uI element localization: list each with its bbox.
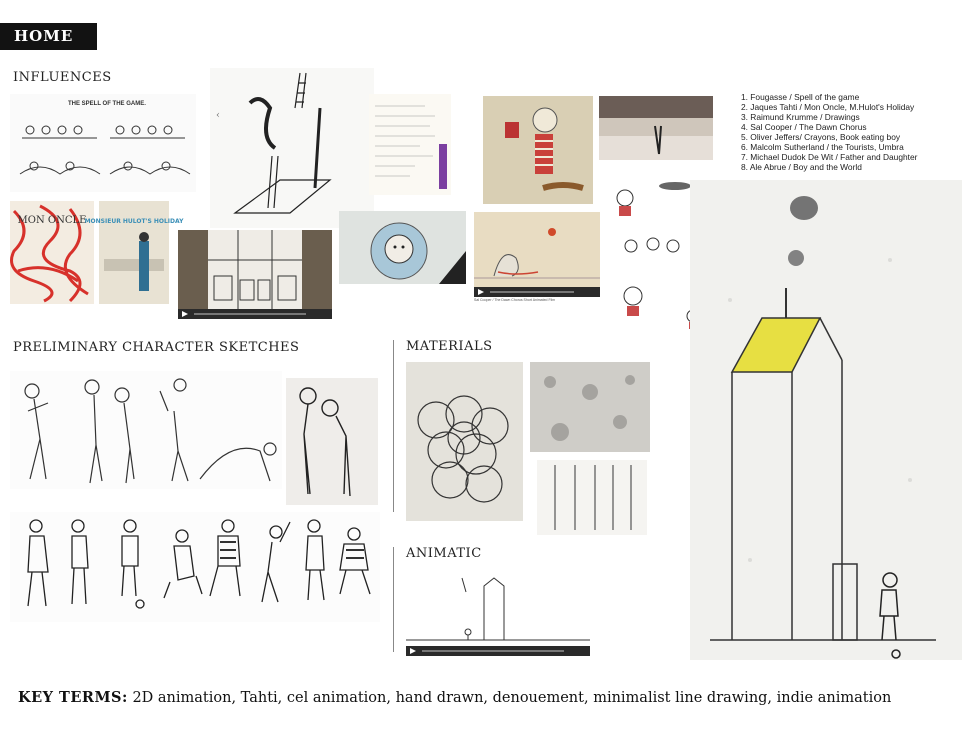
character-sketch-row-2 bbox=[10, 512, 380, 622]
key-terms-text: 2D animation, Tahti, cel animation, hand drawn, denouement, minimalist line drawing, indie animation bbox=[132, 690, 892, 706]
reference-item: 4. Sal Cooper / The Dawn Chorus bbox=[741, 122, 867, 132]
ladder-sketch-image bbox=[210, 68, 374, 228]
key-terms-label: KEY TERMS: bbox=[18, 689, 128, 706]
spell-of-the-game-image bbox=[10, 94, 196, 192]
video-caption: Sal Cooper / The Dawn Chorus Short Animated Film bbox=[474, 298, 556, 302]
mon-oncle-poster bbox=[10, 201, 94, 304]
key-terms bbox=[18, 689, 891, 706]
sketches-heading: PRELIMINARY CHARACTER SKETCHES bbox=[13, 340, 300, 355]
references-list bbox=[741, 92, 956, 172]
reference-item: 5. Oliver Jeffers/ Crayons, Book eating boy bbox=[741, 132, 901, 142]
materials-heading: MATERIALS bbox=[406, 339, 493, 354]
animatic-video[interactable] bbox=[406, 570, 590, 656]
reference-item: 2. Jaques Tahti / Mon Oncle, M.Hulot's Holiday bbox=[741, 102, 915, 112]
hulot-title: MONSIEUR HULOT'S HOLIDAY bbox=[84, 218, 184, 225]
hulot-holiday-poster bbox=[84, 201, 184, 304]
house-illustration bbox=[690, 180, 962, 660]
svg-text:‹: ‹ bbox=[216, 110, 220, 121]
circles-texture-image bbox=[406, 362, 523, 521]
reference-item: 3. Raimund Krumme / Drawings bbox=[741, 112, 860, 122]
charcoal-texture-image bbox=[530, 362, 650, 452]
dawn-chorus-still bbox=[483, 96, 593, 204]
reference-item: 7. Michael Dudok De Wit / Father and Daughter bbox=[741, 152, 918, 162]
character-sketch-pair bbox=[286, 378, 378, 505]
father-daughter-still bbox=[599, 96, 713, 160]
tourists-train-video[interactable] bbox=[178, 230, 332, 319]
character-sketch-row-1 bbox=[10, 371, 282, 489]
book-eating-boy-still bbox=[339, 211, 466, 284]
home-tab[interactable]: HOME bbox=[0, 23, 97, 50]
dawn-chorus-video[interactable] bbox=[474, 212, 600, 297]
mon-oncle-title: MON ONCLE bbox=[17, 215, 87, 226]
divider-left-bottom bbox=[393, 547, 394, 652]
divider-left-top bbox=[393, 340, 394, 512]
influences-heading: INFLUENCES bbox=[13, 70, 112, 85]
reference-item: 8. Ale Abrue / Boy and the World bbox=[741, 162, 862, 172]
crayon-letter-image bbox=[369, 94, 451, 195]
animatic-heading: ANIMATIC bbox=[406, 546, 482, 561]
reference-item: 1. Fougasse / Spell of the game bbox=[741, 92, 860, 102]
spell-caption: THE SPELL OF THE GAME. bbox=[68, 101, 146, 107]
lines-texture-image bbox=[537, 460, 647, 535]
reference-item: 6. Malcolm Sutherland / the Tourists, Umbra bbox=[741, 142, 904, 152]
